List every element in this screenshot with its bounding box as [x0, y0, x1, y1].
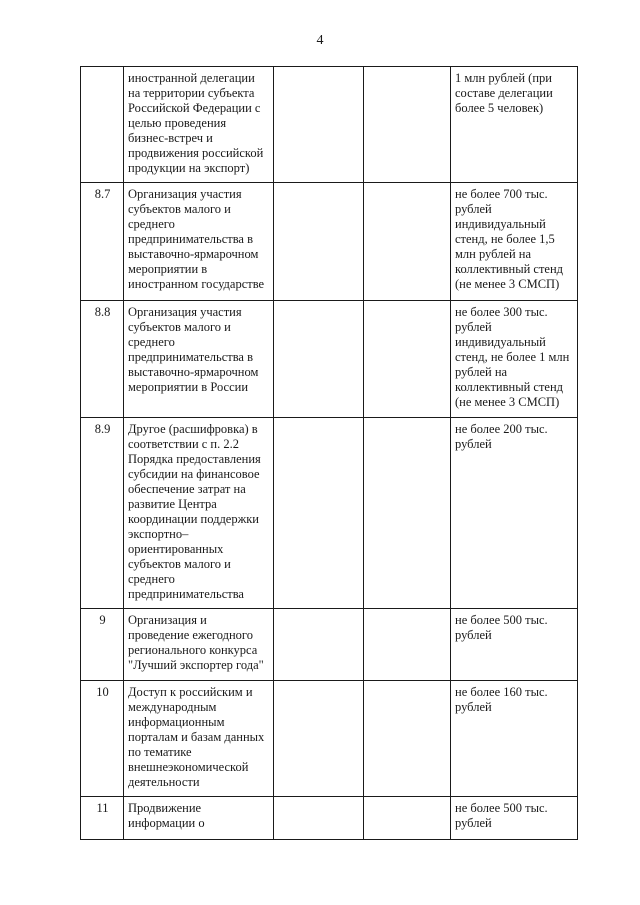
table-row: [81, 681, 578, 797]
row-number-cell: [81, 681, 124, 797]
cost-limit: не более 200 тыс. рублей: [455, 422, 548, 451]
cost-limit: не более 500 тыс. рублей: [455, 613, 548, 642]
empty-cell: [364, 67, 451, 183]
empty-cell: [274, 67, 364, 183]
table-row: [81, 183, 578, 301]
row-number: 8.9: [94, 422, 111, 436]
row-description: Доступ к российским и международным информационным порталам и базам данных по тематике внешнеэкономической деятельности: [128, 685, 265, 789]
table-row: [81, 418, 578, 609]
empty-cell: [364, 681, 451, 797]
empty-cell: [364, 418, 451, 609]
empty-cell: [364, 183, 451, 301]
row-description: Другое (расшифровка) в соответствии с п. 2.2 Порядка предоставления субсидии на финансовое обеспечение затрат на развитие Центра координации поддержки экспортно– ориентированных субъектов малого и среднего предпринимательства: [128, 422, 261, 601]
row-description: Продвижение информации о: [128, 801, 205, 830]
row-number-cell: [81, 609, 124, 681]
cost-limit-cell: [451, 418, 578, 609]
row-description: Организация и проведение ежегодного регионального конкурса "Лучший экспортер года": [128, 613, 264, 672]
page-number: 4: [316, 33, 324, 48]
empty-cell: [274, 681, 364, 797]
cost-limit: не более 700 тыс. рублей индивидуальный стенд, не более 1,5 млн рублей на коллективный стенд (не менее 3 СМСП): [455, 187, 564, 291]
row-description: иностранной делегации на территории субъекта Российской Федерации с целью проведения бизнес-встреч и продвижения российской продукции на экспорт): [128, 71, 264, 175]
cost-limit: не более 160 тыс. рублей: [455, 685, 548, 714]
empty-cell: [364, 609, 451, 681]
cost-limit-cell: [451, 67, 578, 183]
empty-cell: [274, 418, 364, 609]
empty-cell: [364, 797, 451, 840]
description-cell: [124, 681, 274, 797]
empty-cell: [274, 301, 364, 418]
row-number: 8.7: [94, 187, 111, 201]
description-cell: [124, 301, 274, 418]
row-number-cell: [81, 67, 124, 183]
row-number-cell: [81, 301, 124, 418]
cost-limit-cell: [451, 681, 578, 797]
row-number: 11: [96, 801, 109, 815]
row-description: Организация участия субъектов малого и среднего предпринимательства в выставочно-ярмарочном мероприятии в иностранном государстве: [128, 187, 265, 291]
table-row: [81, 67, 578, 183]
cost-limit: не более 300 тыс. рублей индивидуальный стенд, не более 1 млн рублей на коллективный стенд (не менее 3 СМСП): [455, 305, 570, 409]
cost-limit-cell: [451, 183, 578, 301]
empty-cell: [364, 301, 451, 418]
cost-limit: не более 500 тыс. рублей: [455, 801, 548, 830]
empty-cell: [274, 183, 364, 301]
table-row: [81, 797, 578, 840]
description-cell: [124, 418, 274, 609]
row-number: 8.8: [94, 305, 111, 319]
description-cell: [124, 183, 274, 301]
cost-limit-cell: [451, 301, 578, 418]
row-description: Организация участия субъектов малого и среднего предпринимательства в выставочно-ярмарочном мероприятии в России: [128, 305, 259, 394]
table-row: [81, 301, 578, 418]
table-row: [81, 609, 578, 681]
empty-cell: [274, 797, 364, 840]
row-number-cell: [81, 418, 124, 609]
cost-limit-cell: [451, 797, 578, 840]
cost-limit-cell: [451, 609, 578, 681]
cost-limit: 1 млн рублей (при составе делегации более 5 человек): [455, 71, 553, 115]
row-number-cell: [81, 797, 124, 840]
row-number: 10: [96, 685, 109, 699]
description-cell: [124, 609, 274, 681]
row-number-cell: [81, 183, 124, 301]
description-cell: [124, 67, 274, 183]
empty-cell: [274, 609, 364, 681]
row-number: 9: [99, 613, 106, 627]
description-cell: [124, 797, 274, 840]
cost-table: [80, 66, 578, 840]
